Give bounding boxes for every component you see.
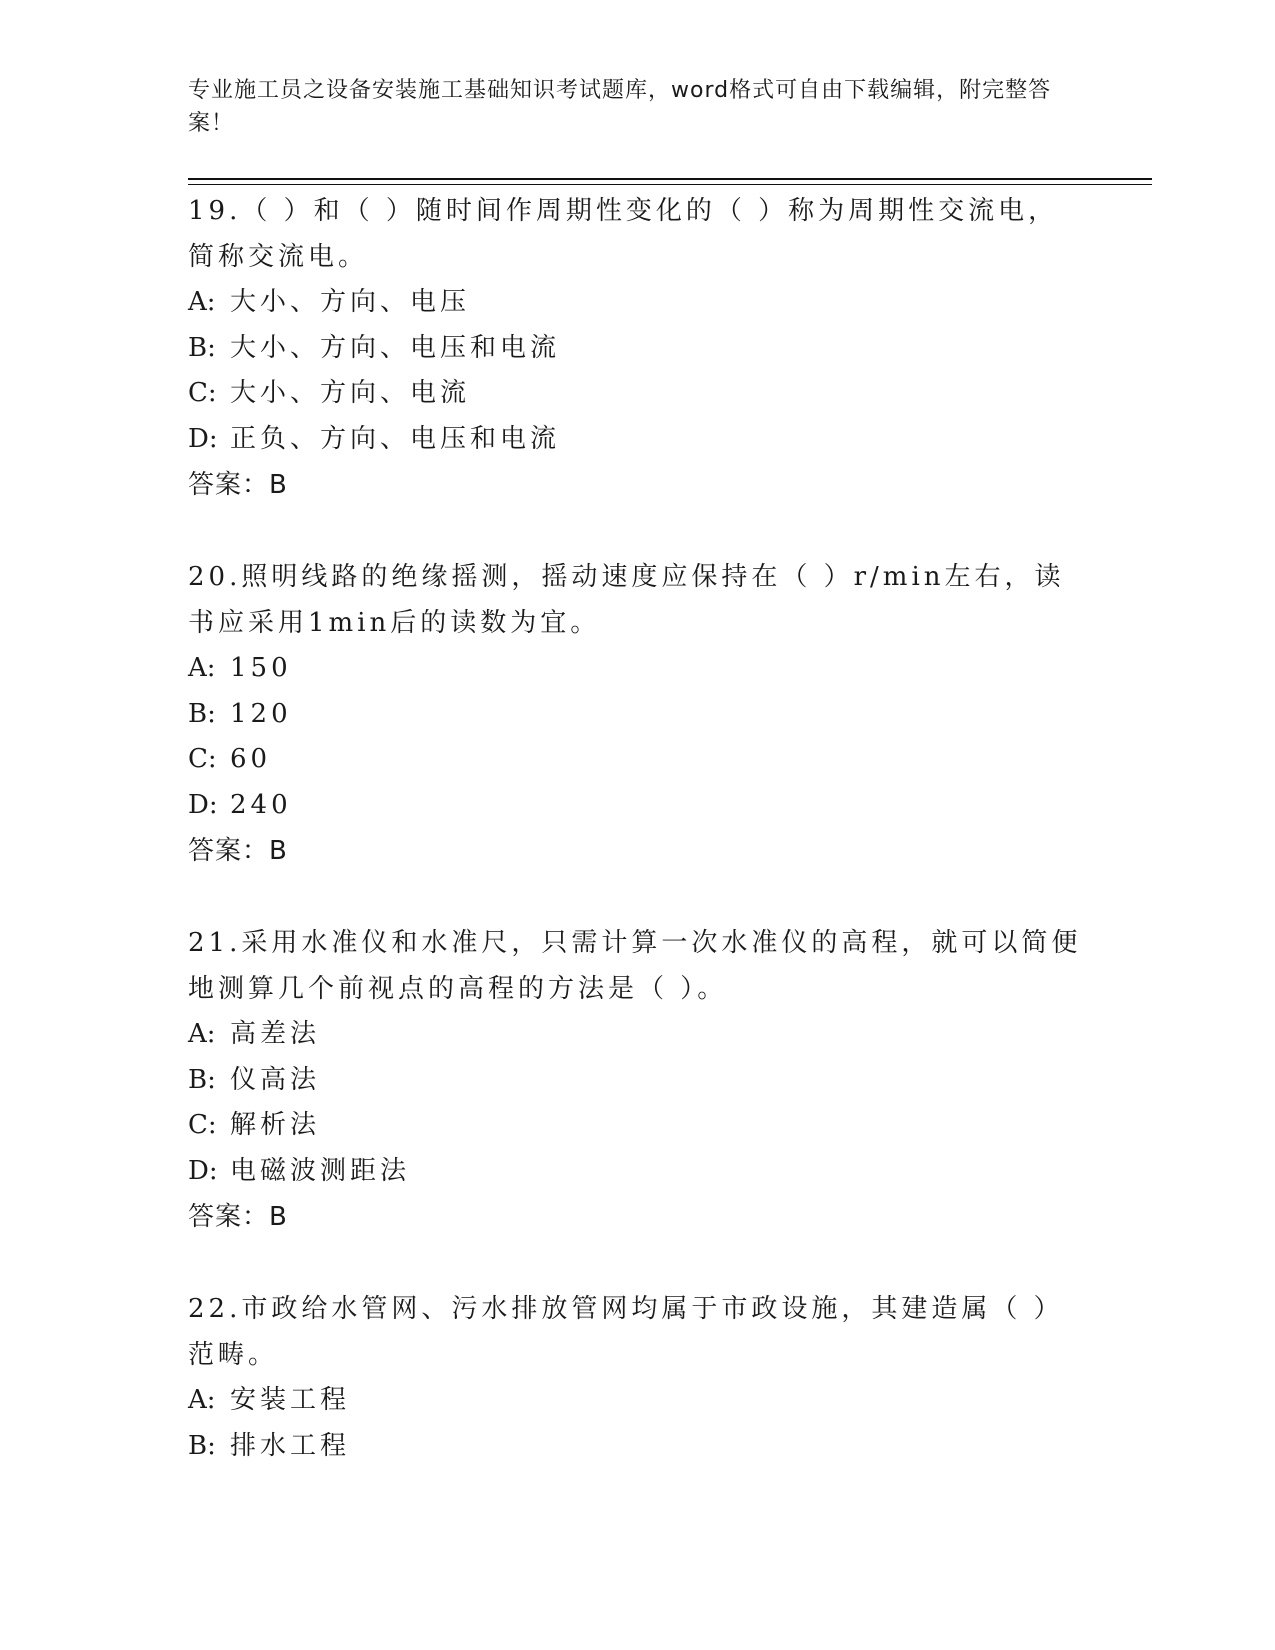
question-stem: 21.采用水准仪和水准尺，只需计算一次水准仪的高程，就可以简便地测算几个前视点的高程的方法是（ ）。: [188, 928, 1082, 1004]
option-text: 大小、方向、电流: [230, 378, 471, 408]
option-c: [188, 737, 1088, 783]
option-b: [188, 1058, 1088, 1104]
option-b: [188, 1424, 1088, 1470]
question-stem: 20.照明线路的绝缘摇测，摇动速度应保持在（ ）r/min左右，读书应采用1min后的读数为宜。: [188, 562, 1065, 638]
option-text: 仪高法: [230, 1064, 321, 1095]
option-letter: A:: [188, 287, 216, 317]
option-letter: C:: [188, 744, 217, 774]
option-letter: D:: [188, 423, 218, 454]
option-text: 60: [230, 744, 272, 774]
option-text: 150: [230, 653, 292, 683]
option-letter: B:: [188, 1430, 216, 1461]
option-d: [188, 1149, 1088, 1195]
option-a: [188, 1378, 1088, 1424]
option-letter: C:: [188, 1110, 217, 1140]
option-letter: B:: [188, 332, 216, 363]
option-text: 高差法: [230, 1019, 321, 1049]
option-text: 正负、方向、电压和电流: [230, 423, 561, 454]
option-letter: B:: [188, 1064, 216, 1095]
answer-line: 答案：B: [188, 1202, 288, 1232]
question-21: [188, 920, 1088, 1240]
answer-line: 答案：B: [188, 836, 288, 866]
option-letter: D:: [188, 1155, 218, 1186]
question-22: [188, 1286, 1088, 1469]
option-a: [188, 646, 1088, 692]
option-text: 安装工程: [230, 1385, 351, 1415]
option-letter: C:: [188, 378, 217, 408]
option-text: 排水工程: [230, 1430, 351, 1461]
header-divider-thin: [188, 184, 1152, 185]
option-d: [188, 417, 1088, 463]
option-a: [188, 280, 1088, 326]
document-header: 专业施工员之设备安装施工基础知识考试题库，word格式可自由下载编辑，附完整答案！: [188, 78, 1052, 136]
option-letter: A:: [188, 653, 216, 683]
question-stem: 19.（ ）和（ ）随时间作周期性变化的（ ）称为周期性交流电，简称交流电。: [188, 196, 1059, 272]
header-divider-thick: [188, 178, 1152, 180]
option-text: 电磁波测距法: [230, 1155, 411, 1186]
option-text: 120: [230, 698, 292, 729]
option-b: [188, 692, 1088, 738]
question-list: [188, 188, 1088, 1515]
option-c: [188, 371, 1088, 417]
option-text: 大小、方向、电压: [230, 287, 471, 317]
option-letter: D:: [188, 789, 218, 820]
answer-line: 答案：B: [188, 470, 288, 500]
question-19: [188, 188, 1088, 508]
option-text: 240: [230, 789, 292, 820]
option-letter: A:: [188, 1385, 216, 1415]
option-text: 大小、方向、电压和电流: [230, 332, 561, 363]
option-text: 解析法: [230, 1110, 321, 1140]
option-d: [188, 783, 1088, 829]
option-a: [188, 1012, 1088, 1058]
question-stem: 22.市政给水管网、污水排放管网均属于市政设施，其建造属（ ）范畴。: [188, 1294, 1064, 1370]
question-20: [188, 554, 1088, 874]
option-letter: A:: [188, 1019, 216, 1049]
option-b: [188, 326, 1088, 372]
option-c: [188, 1103, 1088, 1149]
option-letter: B:: [188, 698, 216, 729]
